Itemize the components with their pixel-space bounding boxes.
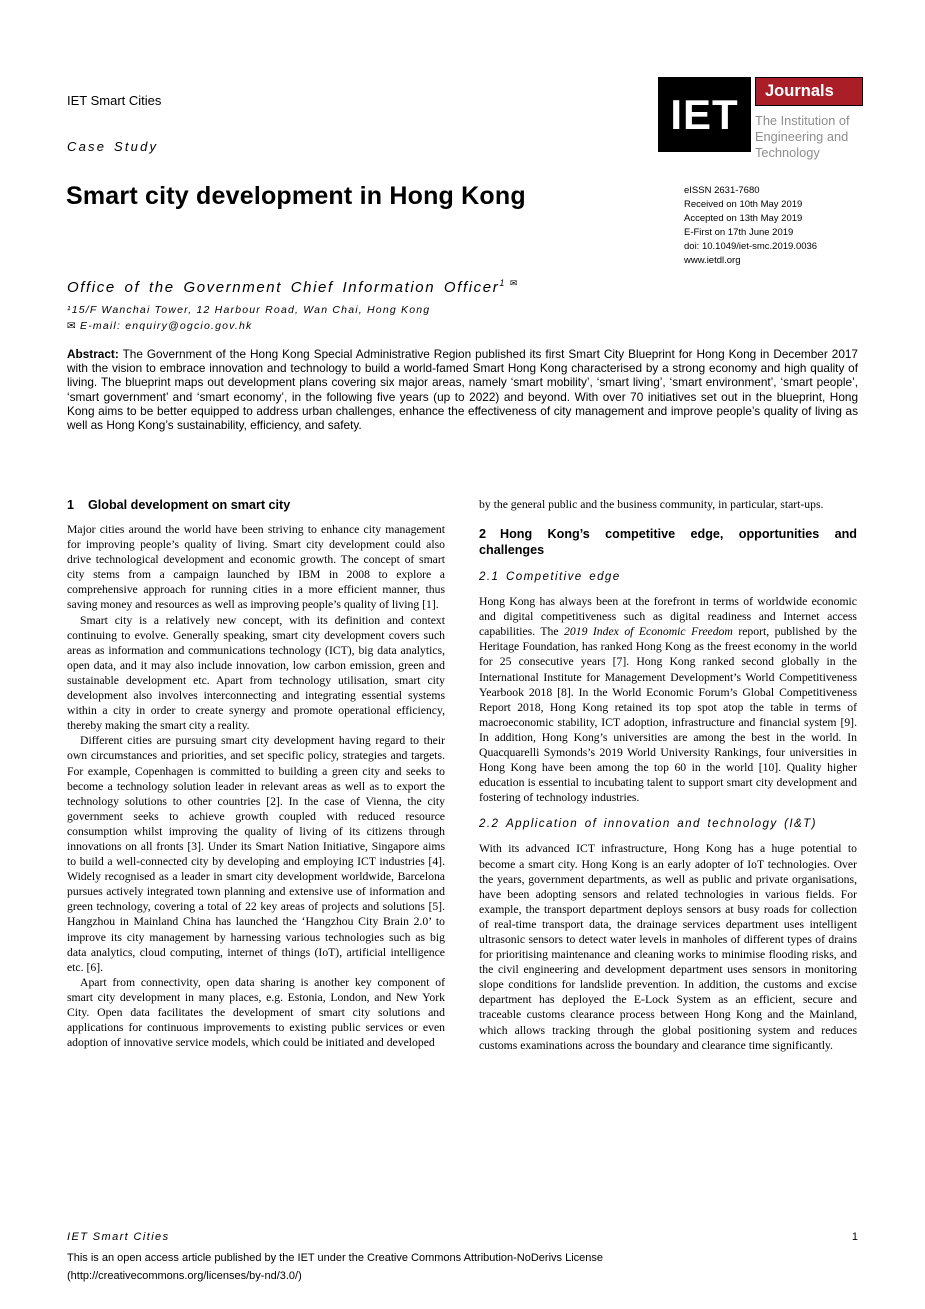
paragraph [479, 594, 857, 805]
email-line [67, 320, 252, 332]
affiliation: ¹15/F Wanchai Tower, 12 Harbour Road, Wan Chai, Hong Kong [67, 304, 431, 316]
email-label: E-mail: [80, 320, 126, 332]
article-metadata [684, 184, 817, 267]
subsection-title: Application of innovation and technology (I&T) [506, 817, 817, 831]
page-number: 1 [851, 1231, 858, 1243]
section-1-heading [67, 497, 445, 513]
article-body [67, 497, 858, 1053]
doi: doi: 10.1049/iet-smc.2019.0036 [684, 240, 818, 252]
paper-title: Smart city development in Hong Kong [66, 182, 526, 210]
paragraph-text: report, published by the Heritage Foundation, has ranked Hong Kong as the freest economy in the world for 25 consecutive years [7]. Hong Kong ranked second globally in the International Institute for Management Development’s World Competitiveness Yearbook 2018 [8]. In the World Economic Forum’s Global Competitiveness Report 2018, Hong Kong retained its top spot atop the table in terms of macroeconomic stability, ICT adoption, infrastructure and financial system [9]. In addition, Hong Kong’s universities are among the best in the world. In Quacquarelli Symonds’s 2019 World University Rankings, four universities in Hong Kong have been among the top 60 in the world [10]. Quality higher education is essential to incubating talent to support smart city development and fostering of technology industries. [479, 625, 857, 805]
license-line-1: This is an open access article published by the IET under the Creative Commons Attribution-NoDerivs License [67, 1252, 604, 1264]
license-link[interactable]: (http://creativecommons.org/licenses/by-nd/3.0/) [67, 1270, 302, 1282]
iet-journals-logo [658, 77, 863, 161]
author-name: Office of the Government Chief Information Officer [67, 279, 500, 296]
abstract-text: The Government of the Hong Kong Special Administrative Region published its first Smart City Blueprint for Hong Kong in December 2017 with the vision to embrace innovation and technology to build a world-famed Smart Hong Kong characterised by a strong economy and high quality of living. The blueprint maps out development plans covering six major areas, namely ‘smart mobility’, ‘smart living’, ‘smart environment’, ‘smart people’, ‘smart government’ and ‘smart economy’, in the following five years (up to 2022) and beyond. With over 70 initiatives set out in the blueprint, Hong Kong aims to be better equipped to address urban challenges, enhance the effectiveness of city management and improve people’s quality of living as well as Hong Kong’s sustainability, efficiency, and safety. [67, 347, 858, 433]
section-number: 2 [479, 527, 487, 542]
section-title: Global development on smart city [88, 498, 291, 512]
subsection-number: 2.2 [479, 817, 500, 831]
efirst-date: E-First on 17th June 2019 [684, 226, 794, 238]
institution-line-1: The Institution of [755, 113, 850, 128]
logo-right-block [755, 77, 863, 161]
author-line [67, 278, 517, 296]
email-link[interactable]: enquiry@ogcio.gov.hk [125, 320, 253, 332]
envelope-icon: ✉ [67, 320, 77, 332]
paragraph: With its advanced ICT infrastructure, Hong Kong has a huge potential to become a smart city. Hong Kong is an early adopter of IoT technologies. Over the years, government departments, as well as public and private organisations, have been adopting sensors and related technologies in various fields. For example, the transport department deploys sensors at busy roads for collection of real-time transport data, the drainage services department uses intelligent ultrasonic sensors to detect water levels in manholes of different types of drains for prioritising maintenance and cleaning works to minimise flooding risks, and the civil engineering and development department uses sensors in monitoring slope conditions for landslide prevention. In addition, the customs and excise department has deployed the E-Lock System as an efficient, secure and traceable customs clearance process between Hong Kong and the Mainland, which allows tracking through the global positioning system and reduces customs examinations across the boundary and clearance time significantly. [479, 842, 857, 1052]
institution-line-2: Engineering and Technology [755, 129, 849, 160]
left-column [67, 497, 445, 1053]
article-type: Case Study [67, 139, 159, 154]
paragraph-continuation: by the general public and the business community, in particular, start-ups. [479, 498, 824, 511]
received-date: Received on 10th May 2019 [684, 198, 803, 210]
section-number: 1 [67, 498, 75, 512]
iet-logo: IET [658, 77, 751, 152]
right-column [479, 497, 857, 1053]
journals-badge: Journals [755, 77, 863, 106]
accepted-date: Accepted on 13th May 2019 [684, 212, 803, 224]
paragraph: Smart city is a relatively new concept, with its definition and context continuing to evolve. Generally speaking, smart city development covers such areas as information and communications technology (ICT), big data analytics, open data, and it may also include innovation, low carbon emission, green and sustainable development etc. Apart from technology utilisation, smart city development also involves interconnecting and integrating essential systems within a city in order to create synergy and promote operational efficiency, thereby making the smart city a reality. [67, 613, 445, 733]
paragraph: Apart from connectivity, open data sharing is another key component of smart city development in many places, e.g. Estonia, London, and New York City. Open data facilitates the development of smart city solutions and applications for continuous improvements to existing public services or even adoption of innovative service models, which could be initiated and developed [67, 975, 445, 1050]
section-2-heading [479, 526, 857, 558]
institution-name [755, 113, 863, 161]
subsection-number: 2.1 [479, 570, 500, 584]
section-2-2-heading [479, 817, 857, 831]
subsection-title: Competitive edge [506, 570, 621, 584]
license-text [67, 1249, 603, 1285]
paragraph: Major cities around the world have been striving to enhance city management for improving people’s quality of living. Smart city development could also drive technological development and economic growth. The concept of smart city stems from a campaign launched by IBM in 2008 to explore a comprehensive approach for running cities in a more efficient manner, thus saving money and resources as well as improving people’s quality of living [1]. [67, 523, 445, 612]
paragraph: Different cities are pursuing smart city development having regard to their own circumstances and priorities, and set specific policy, strategies and targets. For example, Copenhagen is committed to building a green city and seeks to become a technology solution leader in relevant areas as well as to export the technology solutions to other countries [2]. In the case of Vienna, the city government seeks to achieve growth coupled with reduced resource consumption whilst improving the quality of living of its citizens through innovations on all fronts [3]. Under its Smart Nation Initiative, Singapore aims to build a well-connected city by developing and employing ICT industries [4]. Widely recognised as a leader in smart city development worldwide, Barcelona pursues actively integrated town planning and extensive use of information and green technology, covering a total of 22 key areas of projects and solutions [5]. Hangzhou in Mainland China has launched the ‘Hangzhou City Brain 2.0’ to improve its city management by harnessing various technologies such as big data analytics, cloud computing, internet of things (IoT), artificial intelligence etc. [6]. [67, 734, 445, 974]
section-title: Hong Kong’s competitive edge, opportunities and challenges [479, 527, 857, 558]
italic-report-title: 2019 Index of Economic Freedom [564, 625, 733, 639]
abstract [67, 347, 858, 432]
author-superscript: 1 ✉ [499, 278, 518, 288]
section-2-1-heading [479, 570, 857, 584]
footer-journal-name: IET Smart Cities [67, 1231, 170, 1243]
journal-website-link[interactable]: www.ietdl.org [684, 254, 741, 266]
paragraph-text: Hong Kong has always been at the forefront in terms of worldwide economic and digital competitiveness such as digital readiness and Internet access capabilities. The [479, 595, 857, 639]
eissn: eISSN 2631-7680 [684, 185, 760, 196]
abstract-label: Abstract: [67, 347, 119, 361]
journal-name: IET Smart Cities [67, 93, 162, 108]
